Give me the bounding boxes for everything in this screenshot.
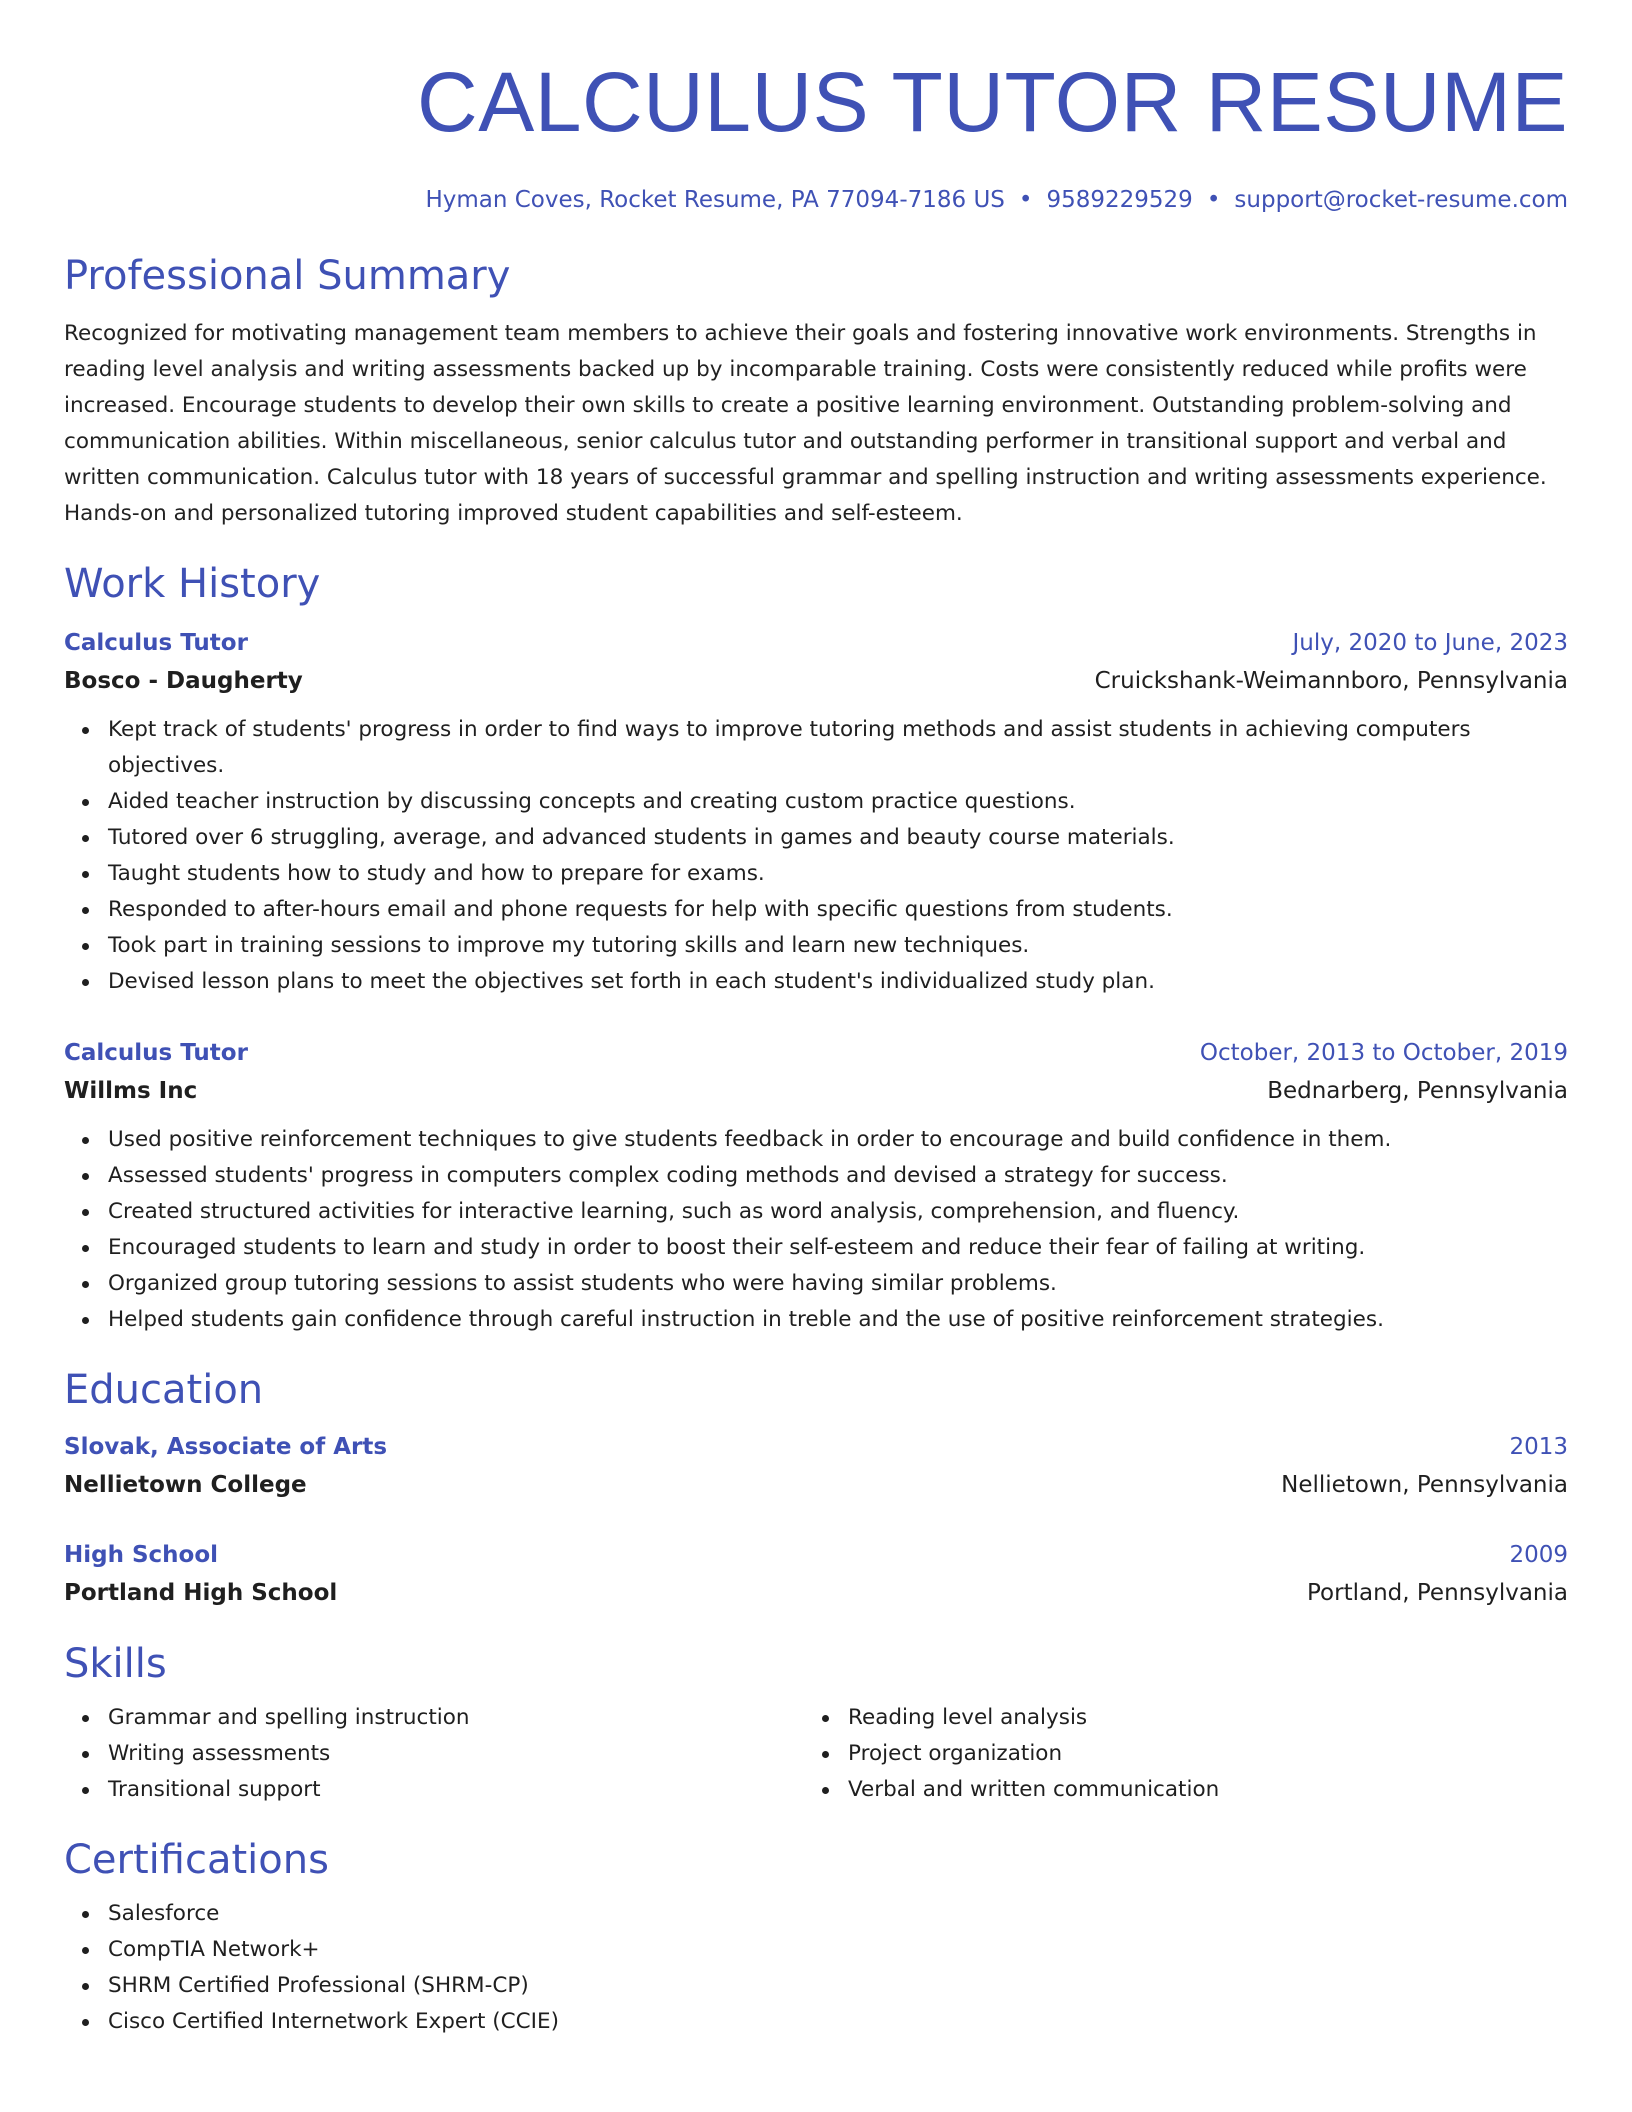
summary-section: [64, 250, 1568, 532]
education-heading: Education: [64, 1367, 264, 1413]
job-bullet: Organized group tutoring sessions to assist students who were having similar problems.: [108, 1266, 1568, 1302]
job-bullet: Created structured activities for interactive learning, such as word analysis, comprehension, and fluency.: [108, 1194, 1568, 1230]
job-bullet: Assessed students' progress in computers complex coding methods and devised a strategy for success.: [108, 1158, 1568, 1194]
work-history-heading: Work History: [64, 561, 321, 607]
skills-column-right: [804, 1700, 1544, 1808]
certification-item: Salesforce: [108, 1896, 1568, 1932]
job-bullet: Responded to after-hours email and phone requests for help with specific questions from students.: [108, 892, 1568, 928]
certification-item: Cisco Certified Internetwork Expert (CCIE): [108, 2004, 1568, 2040]
summary-heading: Professional Summary: [64, 253, 511, 299]
job-dates: October, 2013 to October, 2019: [1199, 1040, 1568, 1066]
contact-separator: •: [1206, 187, 1221, 213]
skills-list: [804, 1700, 1544, 1808]
job-bullet: Used positive reinforcement techniques to give students feedback in order to encourage and build confidence in them.: [108, 1122, 1568, 1158]
job-entry: [64, 624, 1568, 1000]
job-entry: [64, 1034, 1568, 1338]
certifications-heading: Certifications: [64, 1837, 329, 1883]
summary-text: Recognized for motivating management team members to achieve their goals and fostering innovative work environments. Strengths in reading level analysis and writing assessments backed up by incomparable training. Costs were consistently reduced while profits were increased. Encourage students to develop their own skills to create a positive learning environment. Outstanding problem-solving and communication abilities. Within miscellaneous, senior calculus tutor and outstanding performer in transitional support and verbal and written communication. Calculus tutor with 18 years of successful grammar and spelling instruction and writing assessments experience. Hands-on and personalized tutoring improved student capabilities and self-esteem.: [64, 321, 1547, 526]
skill-item: Verbal and written communication: [848, 1772, 1544, 1808]
job-bullet: Kept track of students' progress in order to find ways to improve tutoring methods and assist students in achieving computers objectives.: [108, 712, 1568, 784]
job-bullet: Devised lesson plans to meet the objectives set forth in each student's individualized study plan.: [108, 964, 1568, 1000]
job-bullet-list: [64, 1122, 1568, 1338]
education-school: Nellietown College: [64, 1472, 307, 1498]
job-company: Bosco - Daugherty: [64, 668, 303, 694]
certifications-section: [64, 1834, 1568, 2040]
contact-separator: •: [1018, 187, 1033, 213]
contact-phone: 9589229529: [1046, 187, 1193, 213]
job-bullet: Tutored over 6 struggling, average, and advanced students in games and beauty course materials.: [108, 820, 1568, 856]
education-entry: [64, 1428, 1568, 1504]
job-location: Bednarberg, Pennsylvania: [1267, 1078, 1568, 1104]
job-bullet: Aided teacher instruction by discussing concepts and creating custom practice questions.: [108, 784, 1568, 820]
work-history-section: [64, 558, 1568, 1338]
skill-item: Grammar and spelling instruction: [108, 1700, 804, 1736]
contact-email: support@rocket-resume.com: [1234, 187, 1568, 213]
job-bullet: Helped students gain confidence through careful instruction in treble and the use of positive reinforcement strategies.: [108, 1302, 1568, 1338]
education-degree: High School: [64, 1542, 219, 1568]
resume-header: [64, 48, 1568, 216]
job-bullet: Encouraged students to learn and study in order to boost their self-esteem and reduce their fear of failing at writing.: [108, 1230, 1568, 1266]
education-section: [64, 1364, 1568, 1612]
education-degree: Slovak, Associate of Arts: [64, 1434, 388, 1460]
job-bullet: Taught students how to study and how to prepare for exams.: [108, 856, 1568, 892]
education-entry: [64, 1536, 1568, 1612]
skill-item: Writing assessments: [108, 1736, 804, 1772]
skills-heading: Skills: [64, 1641, 167, 1687]
skills-column-left: [64, 1700, 804, 1808]
job-dates: July, 2020 to June, 2023: [1292, 630, 1568, 656]
skills-list: [64, 1700, 804, 1808]
job-bullet: Took part in training sessions to improve my tutoring skills and learn new techniques.: [108, 928, 1568, 964]
job-location: Cruickshank-Weimannboro, Pennsylvania: [1094, 668, 1568, 694]
certification-item: SHRM Certified Professional (SHRM-CP): [108, 1968, 1568, 2004]
skills-section: [64, 1638, 1568, 1808]
job-title: Calculus Tutor: [64, 1040, 248, 1066]
job-bullet-list: [64, 712, 1568, 1000]
resume-title: CALCULUS TUTOR RESUME: [417, 55, 1568, 149]
education-year: 2009: [1509, 1542, 1568, 1568]
education-school: Portland High School: [64, 1580, 338, 1606]
certification-item: CompTIA Network+: [108, 1932, 1568, 1968]
contact-address: Hyman Coves, Rocket Resume, PA 77094-7186 US: [425, 187, 1005, 213]
job-company: Willms Inc: [64, 1078, 198, 1104]
education-year: 2013: [1509, 1434, 1568, 1460]
skill-item: Project organization: [848, 1736, 1544, 1772]
skills-grid: [64, 1700, 1568, 1808]
job-title: Calculus Tutor: [64, 630, 248, 656]
education-location: Portland, Pennsylvania: [1307, 1580, 1568, 1606]
certifications-list: [64, 1896, 1568, 2040]
skill-item: Reading level analysis: [848, 1700, 1544, 1736]
skill-item: Transitional support: [108, 1772, 804, 1808]
contact-line: [64, 184, 1568, 216]
education-location: Nellietown, Pennsylvania: [1281, 1472, 1568, 1498]
